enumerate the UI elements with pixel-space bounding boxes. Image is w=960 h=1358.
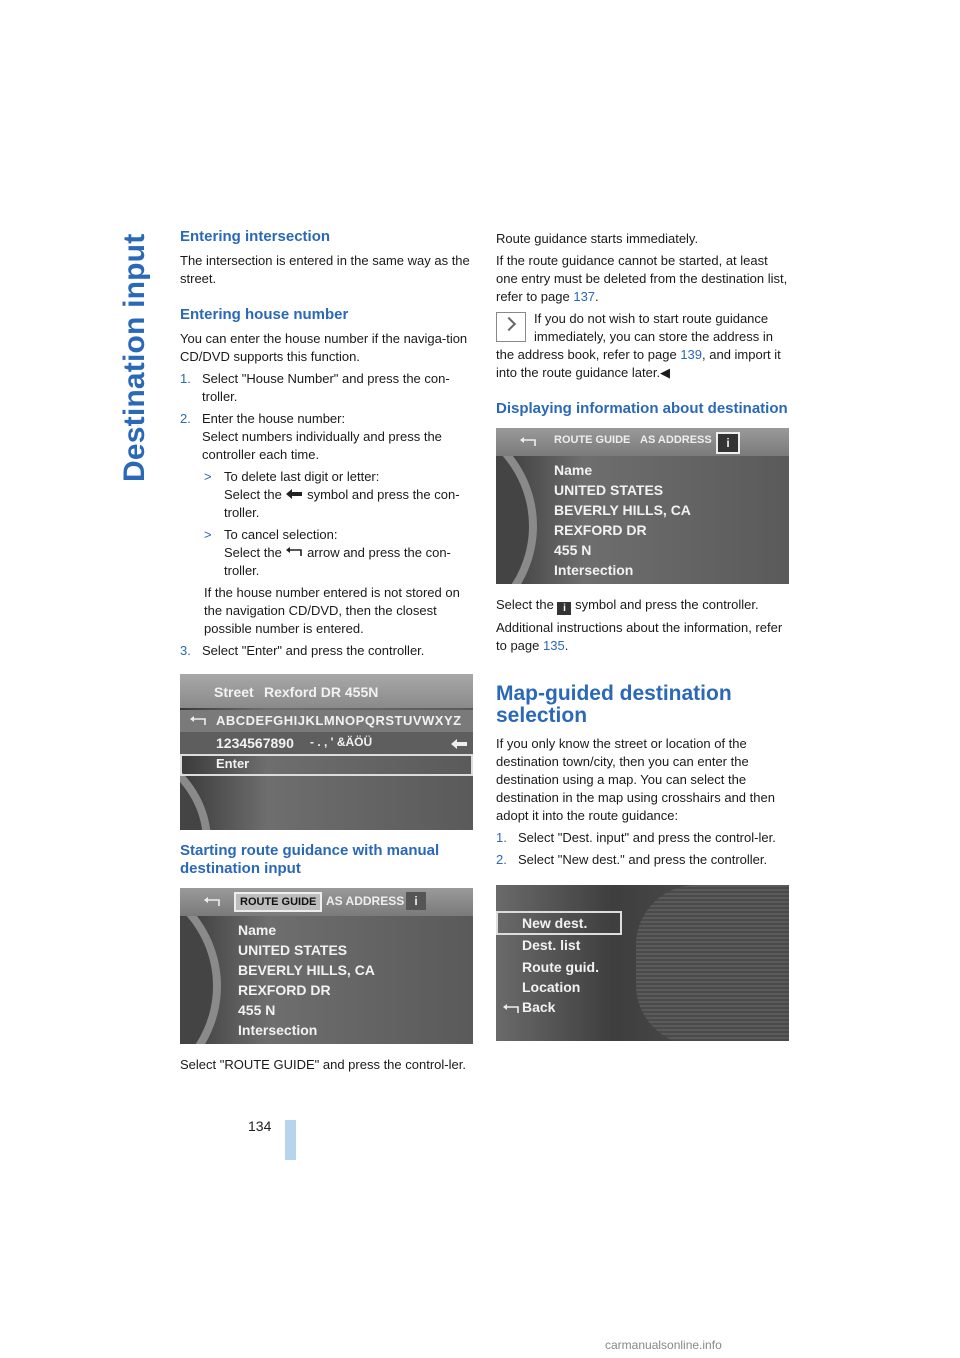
row-country: UNITED STATES (554, 482, 664, 498)
sub-cancel-post: arrow and press the con-troller. (224, 545, 451, 578)
row-street: REXFORD DR (554, 522, 647, 538)
para-house-number: You can enter the house number if the naviga-tion CD/DVD supports this function. (180, 331, 468, 364)
watermark: carmanualsonline.info (605, 1338, 722, 1352)
para-route-starts: Route guidance starts immediately. (496, 231, 699, 246)
heading-route-guidance: Starting route guidance with manual destination input (180, 842, 440, 877)
info-icon: i (557, 602, 571, 615)
para-route-guide: Select "ROUTE GUIDE" and press the control-ler. (180, 1057, 466, 1072)
para-map-guided: If you only know the street or location of the destination town/city, then you can enter the destination using a map. You can select the destination in the map using crosshairs and then adopt it into the route guidance: (496, 736, 775, 823)
page-link-135[interactable]: 135 (543, 638, 565, 653)
map-step-2 (496, 851, 791, 869)
step-text: Select "Dest. input" and press the control-ler. (518, 830, 776, 845)
menu-dest-list[interactable]: Dest. list (522, 937, 581, 953)
row-intersection: Intersection (554, 562, 634, 578)
return-arrow-icon[interactable] (502, 1003, 520, 1015)
para-select-info: Select the i symbol and press the controller. (496, 597, 759, 614)
step-number: 1. (180, 371, 191, 386)
step-text (202, 410, 475, 464)
para-cannot-start: If the route guidance cannot be started, at least one entry must be deleted from the destination list, refer to page 137. (496, 253, 788, 304)
digit-extra[interactable]: - . , ' &ÄÖÜ (310, 735, 373, 749)
page-marker-bar (285, 1120, 296, 1160)
step-1 (180, 370, 475, 406)
sub-cancel-pre: Select the (224, 545, 282, 560)
para-intersection: The intersection is entered in the same way as the street. (180, 253, 470, 286)
destination-info-screen (496, 428, 789, 584)
step-text: Select "House Number" and press the con-troller. (202, 371, 450, 404)
step-number: 2. (180, 411, 191, 426)
page-link-137[interactable]: 137 (573, 289, 596, 304)
right-column (496, 230, 791, 1053)
digit-speller[interactable]: 1234567890 (216, 735, 294, 751)
sub-cancel-head: To cancel selection: (224, 527, 338, 542)
street-label: Street (214, 684, 254, 700)
page-number: 134 (248, 1118, 272, 1134)
as-address-button[interactable]: AS ADDRESS (326, 894, 405, 908)
route-guide-button[interactable]: ROUTE GUIDE (234, 892, 322, 912)
sub-delete-post: symbol and press the con-troller. (224, 487, 460, 520)
left-column (180, 228, 475, 1078)
info-icon[interactable]: i (716, 432, 740, 454)
alphabet-speller[interactable]: ABCDEFGHIJKLMNOPQRSTUVWXYZ (216, 713, 462, 728)
row-city: BEVERLY HILLS, CA (554, 502, 691, 518)
note-paragraph: If you do not wish to start route guidance immediately, you can store the address in the address book, refer to page 139, and import it into the route guidance later.◀ (496, 311, 781, 380)
return-arrow-icon (285, 546, 303, 558)
row-name: Name (238, 922, 277, 938)
back-arrow-icon (285, 488, 303, 500)
row-house-number: 455 N (238, 1002, 276, 1018)
row-street: REXFORD DR (238, 982, 331, 998)
enter-button[interactable]: Enter (216, 756, 250, 771)
info-icon[interactable]: i (406, 892, 426, 910)
sidebar-chapter-title (118, 226, 158, 486)
step-3 (180, 642, 475, 660)
heading-destination-info: Displaying information about destination (496, 400, 788, 417)
row-country: UNITED STATES (238, 942, 348, 958)
sub-delete: > To delete last digit or letter: Select the symbol and press the con-troller. (204, 469, 460, 520)
row-house-number: 455 N (554, 542, 592, 558)
step-2-note: If the house number entered is not stored on the navigation CD/DVD, then the closest possible number is entered. (204, 585, 460, 636)
route-guide-button[interactable]: ROUTE GUIDE (554, 434, 631, 446)
row-city: BEVERLY HILLS, CA (238, 962, 375, 978)
as-address-button[interactable]: AS ADDRESS (640, 434, 712, 446)
para-additional-info: Additional instructions about the information, refer to page 135. (496, 620, 783, 653)
step-number: 3. (180, 643, 191, 658)
return-arrow-icon[interactable] (202, 896, 222, 908)
step-2-line-b: Select numbers individually and press the controller each time. (202, 429, 442, 462)
step-text: Select "Enter" and press the controller. (202, 643, 425, 658)
return-arrow-icon[interactable] (188, 715, 208, 727)
heading-intersection: Entering intersection (180, 228, 331, 245)
step-2-line-a: Enter the house number: (202, 411, 346, 426)
house-number-screen (180, 674, 473, 830)
menu-new-dest[interactable]: New dest. (522, 915, 588, 931)
back-arrow-icon[interactable] (450, 738, 468, 750)
sub-delete-pre: Select the (224, 487, 282, 502)
step-number: 1. (496, 830, 507, 845)
chapter-title-text: Destination input (118, 233, 151, 482)
note-icon (496, 312, 526, 342)
page-link-139[interactable]: 139 (680, 347, 703, 362)
menu-back[interactable]: Back (522, 999, 556, 1015)
map-step-1 (496, 829, 791, 847)
heading-map-guided: Map-guided destination selection (496, 682, 732, 727)
route-guide-screen (180, 888, 473, 1044)
step-text: Select "New dest." and press the controller. (518, 852, 768, 867)
heading-house-number: Entering house number (180, 306, 349, 323)
step-number: 2. (496, 852, 507, 867)
return-arrow-icon[interactable] (518, 436, 538, 448)
row-name: Name (554, 462, 593, 478)
step-2 (180, 410, 475, 464)
sub-delete-head: To delete last digit or letter: (224, 469, 380, 484)
dest-input-menu-screen (496, 885, 789, 1041)
sub-cancel: > To cancel selection: Select the arrow and press the con-troller. (204, 527, 451, 578)
menu-location[interactable]: Location (522, 979, 581, 995)
menu-route-guid[interactable]: Route guid. (522, 959, 599, 975)
row-intersection: Intersection (238, 1022, 318, 1038)
street-value: Rexford DR 455N (264, 684, 379, 700)
